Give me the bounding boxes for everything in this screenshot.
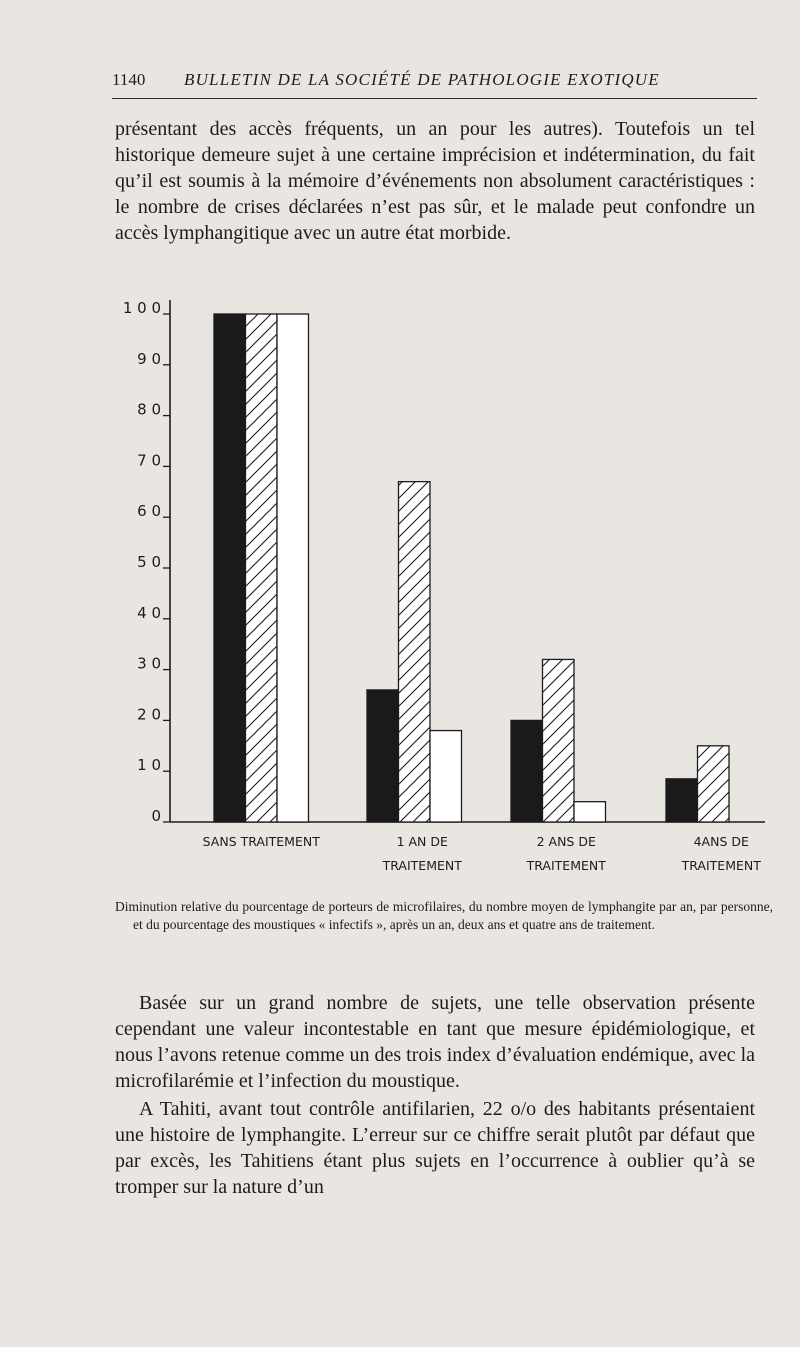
- y-ticks: [123, 299, 170, 825]
- bar-white-1: [277, 314, 309, 822]
- category-labels: [203, 834, 762, 873]
- bars: [214, 314, 729, 822]
- category-label: TRAITEMENT: [526, 858, 606, 873]
- paragraph-intro: présentant des accès fréquents, un an pour les autres). Toutefois un tel historique demeure sujet à une certaine imprécision et indétermination, du fait qu’il est soumis à la mémoire d’événements non absolument caractéristiques : le nombre de crises déclarées n’est pas sûr, et le malade peut confondre un accès lymphangitique avec un autre état morbide.: [115, 118, 755, 244]
- y-tick-label: 1 0: [137, 756, 161, 775]
- category-label: 4ANS DE: [693, 834, 749, 849]
- y-tick-label: 0: [151, 807, 161, 825]
- bar-solid-black-2: [367, 690, 399, 822]
- category-label: TRAITEMENT: [382, 858, 462, 873]
- y-tick-label: 4 0: [137, 603, 161, 622]
- bar-solid-black-3: [511, 720, 543, 822]
- paragraph-observation: Basée sur un grand nombre de sujets, une telle observation présente cependant une valeur incontestable en tant que mesure épidémiologique, et nous l’avons retenue comme un des trois index d’évaluation endémique, avec la microfilarémie et l’infection du moustique.: [115, 992, 755, 1092]
- paragraph-tahiti: A Tahiti, avant tout contrôle antifilarien, 22 o/o des habitants présentaient une histoire de lymphangite. L’erreur sur ce chiffre serait plutôt par défaut que par excès, les Tahitiens étant plus sujets en l’occurrence à oublier qu’à se tromper sur la nature d’un: [115, 1098, 755, 1198]
- y-tick-label: 8 0: [137, 400, 161, 419]
- y-tick-label: 5 0: [137, 553, 161, 571]
- figure-caption: Diminution relative du pourcentage de porteurs de microfilaires, du nombre moyen de lymphangite par an, par personne, et du pourcentage des moustiques « infectifs », après un an, deux ans et quatre ans de traitement.: [115, 899, 773, 932]
- y-tick-label: 7 0: [137, 451, 161, 470]
- bar-diagonal-hatch-1: [246, 314, 278, 822]
- y-tick-label: 9 0: [137, 349, 161, 368]
- running-title: BULLETIN DE LA SOCIÉTÉ DE PATHOLOGIE EXOTIQUE: [184, 70, 660, 89]
- y-tick-label: 3 0: [137, 654, 161, 673]
- bar-diagonal-hatch-2: [399, 482, 431, 822]
- category-label: 1 AN DE: [396, 834, 448, 849]
- bar-diagonal-hatch-3: [543, 659, 575, 822]
- bar-white-3: [574, 802, 606, 822]
- page-number: 1140: [112, 70, 146, 89]
- category-label: TRAITEMENT: [681, 858, 761, 873]
- bar-diagonal-hatch-4: [698, 746, 730, 822]
- bar-white-2: [430, 731, 462, 822]
- y-tick-label: 6 0: [137, 502, 161, 521]
- category-label: 2 ANS DE: [536, 834, 596, 849]
- y-tick-label: 1 0 0: [122, 299, 161, 317]
- category-label: SANS TRAITEMENT: [202, 834, 320, 849]
- bar-solid-black-4: [666, 779, 698, 822]
- y-tick-label: 2 0: [137, 705, 161, 724]
- bar-solid-black-1: [214, 314, 246, 822]
